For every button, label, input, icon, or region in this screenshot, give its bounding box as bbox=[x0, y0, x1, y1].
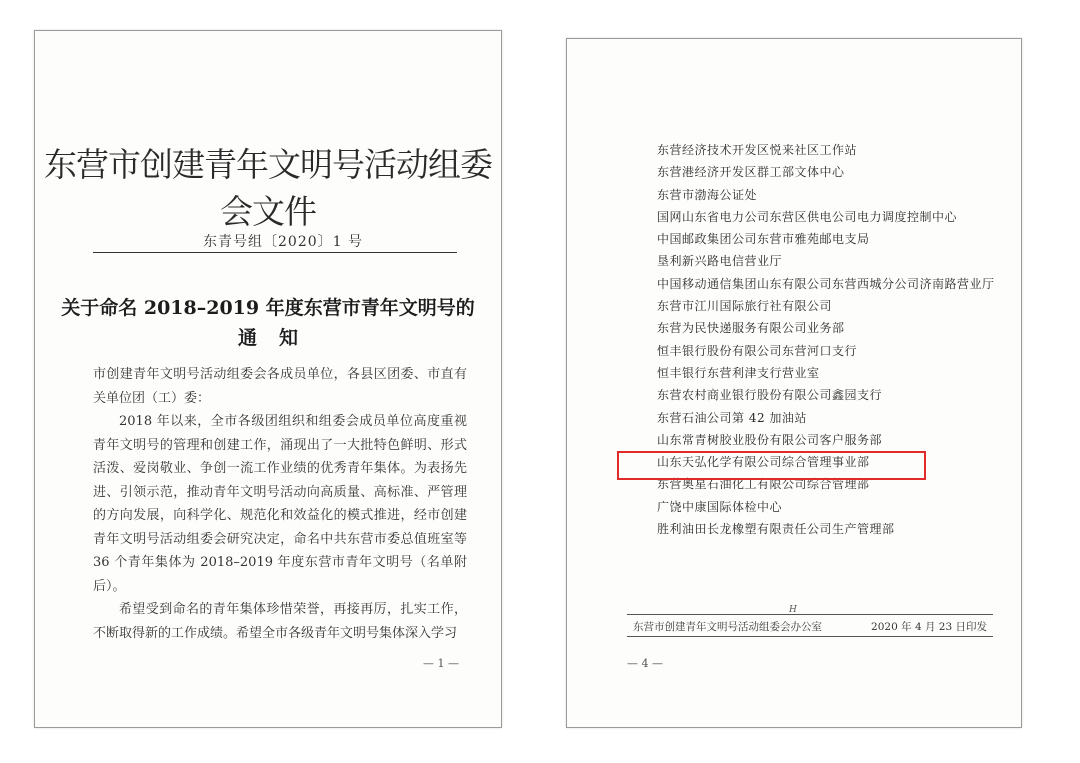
body-paragraph: 希望受到命名的青年集体珍惜荣誉，再接再厉，扎实工作，不断取得新的工作成绩。希望全市各级青年文明号集体深入学习 bbox=[93, 602, 467, 641]
footer-issuer: 东营市创建青年文明号活动组委会办公室 bbox=[633, 621, 822, 633]
honoree-list-item: 恒丰银行股份有限公司东营河口支行 bbox=[657, 343, 858, 358]
honoree-list bbox=[657, 139, 997, 540]
footer-print-date: 2020 年 4 月 23 日印发 bbox=[871, 621, 987, 633]
honoree-list-item: 山东常青树胶业股份有限公司客户服务部 bbox=[657, 432, 883, 447]
notice-title bbox=[35, 293, 501, 353]
document-header-title: 东营市创建青年文明号活动组委会文件 bbox=[44, 145, 492, 231]
highlight-box bbox=[617, 451, 926, 480]
honoree-list-item: 广饶中康国际体检中心 bbox=[657, 499, 783, 514]
body-paragraph: 2018 年以来，全市各级团组织和组委会成员单位高度重视青年文明号的管理和创建工作，涌现出了一大批特色鲜明、形式活泼、爱岗敬业、争创一流工作业绩的优秀青年集体。为表扬先进、引领示范，推动青年文明号活动向高质量、高标准、严管理的方向发展，向科学化、规范化和效益化的模式推进，经市创建青年文明号活动组委会研究决定，命名中共东营市委总值班室等 36 个青年集体为 2018–2019 年度东营市青年文明号（名单附后）。 bbox=[93, 414, 467, 594]
footer-divider-bottom bbox=[627, 636, 993, 637]
page-number: — 1 — bbox=[423, 657, 459, 670]
honoree-list-item: 山东天弘化学有限公司综合管理事业部 bbox=[657, 455, 870, 470]
honoree-list-item: 垦利新兴路电信营业厅 bbox=[657, 254, 783, 269]
honoree-list-item: 东营农村商业银行股份有限公司鑫园支行 bbox=[657, 388, 883, 403]
honoree-list-item: 东营为民快递服务有限公司业务部 bbox=[657, 321, 845, 336]
honoree-list-item: 东营经济技术开发区悦来社区工作站 bbox=[657, 143, 858, 157]
notice-body bbox=[93, 363, 467, 645]
footer-mark: H bbox=[789, 605, 797, 615]
header-divider bbox=[93, 252, 457, 253]
honoree-list-item: 东营奥星石油化工有限公司综合管理部 bbox=[657, 477, 870, 492]
document-number bbox=[35, 231, 501, 251]
notice-title-line1: 关于命名 2018–2019 年度东营市青年文明号的 bbox=[61, 297, 475, 319]
honoree-list-item: 胜利油田长龙橡塑有限责任公司生产管理部 bbox=[657, 522, 895, 537]
document-page-left bbox=[34, 30, 502, 728]
honoree-list-item: 恒丰银行东营利津支行营业室 bbox=[657, 365, 820, 380]
honoree-list-item: 东营港经济开发区群工部文体中心 bbox=[657, 165, 845, 180]
honoree-list-item: 中国邮政集团公司东营市雅苑邮电支局 bbox=[657, 232, 870, 247]
footer-divider-top bbox=[627, 614, 993, 615]
document-page-right bbox=[566, 38, 1022, 728]
page-number: — 4 — bbox=[627, 657, 663, 670]
document-number-text: 东青号组〔2020〕1 号 bbox=[203, 234, 363, 250]
honoree-list-item: 东营市江川国际旅行社有限公司 bbox=[657, 299, 833, 314]
honoree-list-item: 东营石油公司第 42 加油站 bbox=[657, 410, 807, 425]
body-paragraph-salutation: 市创建青年文明号活动组委会各成员单位，各县区团委、市直有关单位团（工）委： bbox=[93, 367, 467, 406]
honoree-list-item: 东营市渤海公证处 bbox=[657, 187, 758, 202]
notice-title-line2: 通知 bbox=[237, 327, 320, 349]
honoree-list-item: 中国移动通信集团山东有限公司东营西城分公司济南路营业厅 bbox=[657, 276, 995, 291]
honoree-list-item: 国网山东省电力公司东营区供电公司电力调度控制中心 bbox=[657, 209, 958, 224]
